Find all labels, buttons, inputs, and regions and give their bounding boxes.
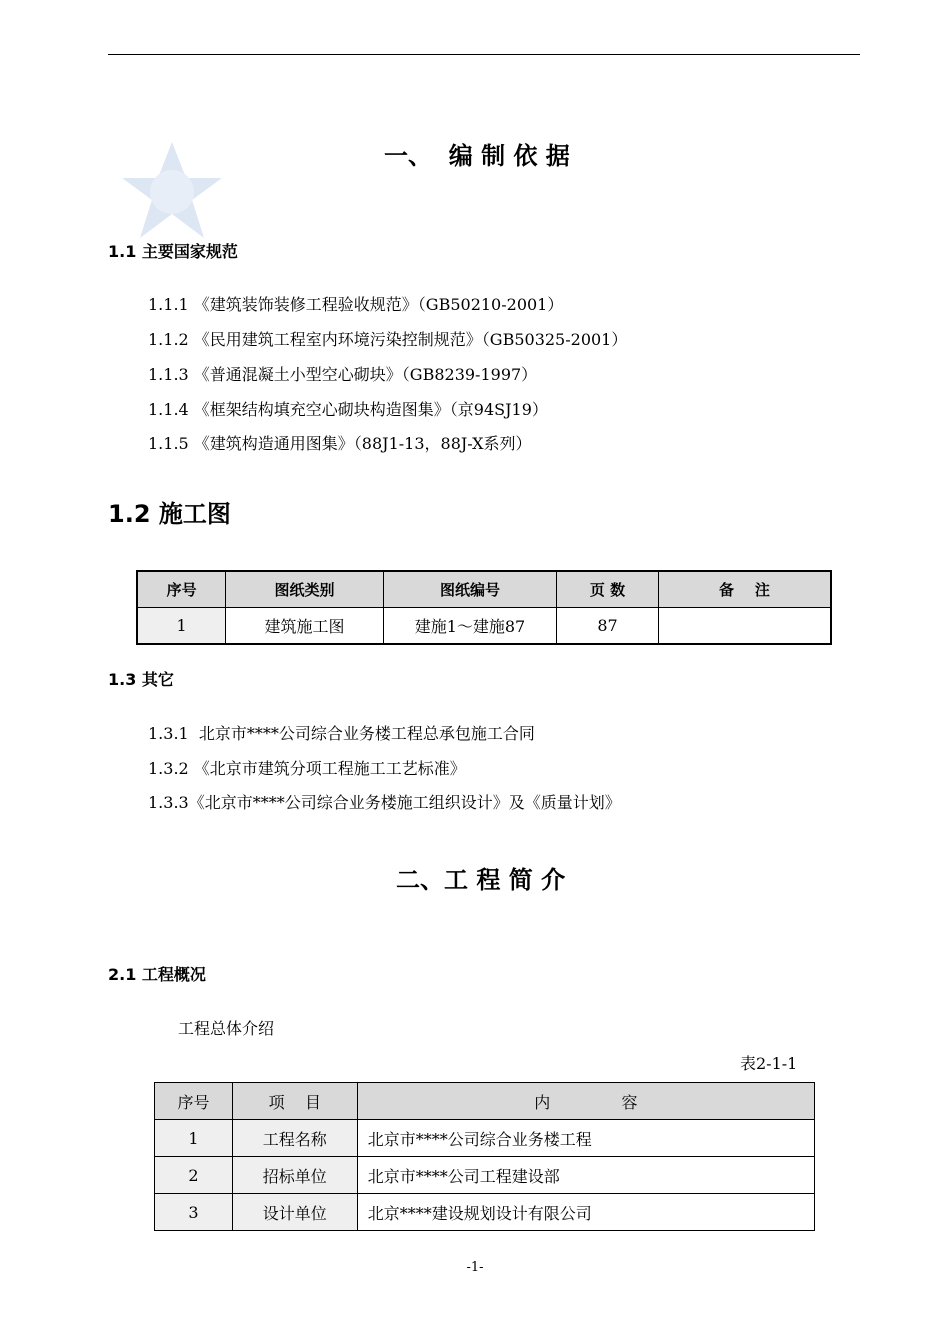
header-rule — [108, 54, 860, 55]
table-cell: 设计单位 — [232, 1194, 357, 1231]
subsection-2-1-title: 2.1 工程概况 — [108, 965, 206, 984]
table-row — [155, 1120, 815, 1157]
table-cell — [658, 608, 831, 645]
table-cell: 招标单位 — [232, 1157, 357, 1194]
watermark-logo-icon — [116, 142, 228, 242]
subsection-1-2-title: 1.2 施工图 — [108, 500, 231, 528]
table-cell: 建施1～建施87 — [383, 608, 556, 645]
table-cell: 建筑施工图 — [226, 608, 384, 645]
reference-item: 1.3.3《北京市****公司综合业务楼施工组织设计》及《质量计划》 — [148, 793, 621, 812]
table-cell: 工程名称 — [232, 1120, 357, 1157]
header-cell: 图纸类别 — [226, 571, 384, 608]
header-cell: 项 目 — [232, 1083, 357, 1120]
table-row — [155, 1157, 815, 1194]
table-cell: 北京市****公司工程建设部 — [357, 1157, 814, 1194]
page-number: -1- — [466, 1260, 484, 1275]
spec-item: 1.1.4 《框架结构填充空心砌块构造图集》（京94SJ19） — [148, 400, 548, 419]
header-cell: 序号 — [155, 1083, 233, 1120]
subsection-1-3-title: 1.3 其它 — [108, 670, 174, 689]
header-cell: 备 注 — [658, 571, 831, 608]
header-cell: 序号 — [137, 571, 226, 608]
table-row — [137, 608, 831, 645]
header-cell: 内 容 — [357, 1083, 814, 1120]
header-cell: 页 数 — [557, 571, 659, 608]
table-cell: 3 — [155, 1194, 233, 1231]
project-overview-table — [154, 1082, 815, 1231]
table-header-row — [137, 571, 831, 608]
table-row — [155, 1194, 815, 1231]
section-1-title: 一、 编 制 依 据 — [384, 142, 570, 170]
subsection-1-1-title: 1.1 主要国家规范 — [108, 242, 238, 261]
reference-item: 1.3.1 北京市****公司综合业务楼工程总承包施工合同 — [148, 724, 535, 743]
drawings-table — [136, 570, 832, 645]
spec-item: 1.1.2 《民用建筑工程室内环境污染控制规范》（GB50325-2001） — [148, 330, 628, 349]
table-cell: 1 — [155, 1120, 233, 1157]
table-header-row — [155, 1083, 815, 1120]
spec-item: 1.1.1 《建筑装饰装修工程验收规范》（GB50210-2001） — [148, 295, 564, 314]
table-cell: 北京市****公司综合业务楼工程 — [357, 1120, 814, 1157]
section-2-title: 二、工 程 简 介 — [396, 866, 566, 894]
table-cell: 北京****建设规划设计有限公司 — [357, 1194, 814, 1231]
table-number: 表2-1-1 — [740, 1054, 798, 1073]
table-intro: 工程总体介绍 — [178, 1019, 275, 1038]
table-cell: 1 — [137, 608, 226, 645]
table-cell: 2 — [155, 1157, 233, 1194]
table-cell: 87 — [557, 608, 659, 645]
header-cell: 图纸编号 — [383, 571, 556, 608]
reference-item: 1.3.2 《北京市建筑分项工程施工工艺标准》 — [148, 759, 466, 778]
spec-item: 1.1.5 《建筑构造通用图集》（88J1-13，88J-X系列） — [148, 434, 532, 453]
spec-item: 1.1.3 《普通混凝土小型空心砌块》（GB8239-1997） — [148, 365, 538, 384]
